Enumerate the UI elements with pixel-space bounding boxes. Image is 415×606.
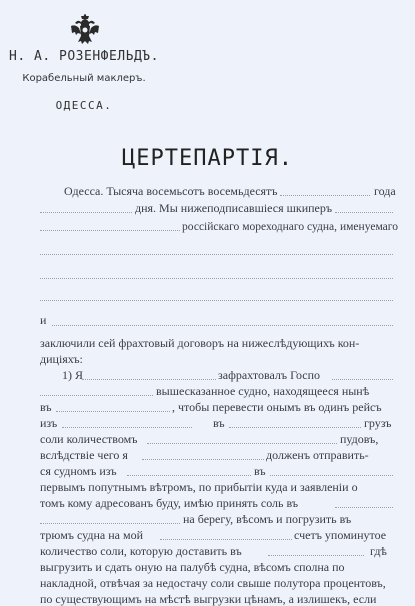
form-text: пудовъ,	[340, 432, 379, 446]
date-year-field[interactable]	[280, 195, 370, 196]
ship-name-field[interactable]	[40, 300, 393, 301]
form-text: по существующимъ на мѣстѣ выгрузки цѣнамъ, а излишекъ, если	[40, 592, 377, 606]
loading-place-field[interactable]	[40, 523, 180, 524]
form-text: дня. Мы нижеподписавшіеся шкиперъ	[135, 201, 333, 215]
form-text: и	[40, 313, 47, 327]
document-title: ЦЕРТЕПАРТІЯ.	[122, 146, 293, 171]
form-text: въ	[213, 416, 225, 430]
skipper-field[interactable]	[142, 459, 264, 460]
form-text: долженъ отправить-	[266, 448, 369, 462]
form-text: 1) Я	[62, 368, 83, 382]
form-text: въ	[254, 464, 266, 478]
port-field[interactable]	[56, 411, 170, 412]
form-text: ся судномъ изъ	[40, 464, 117, 478]
form-text: вышесказанное судно, находящееся нынѣ	[156, 384, 370, 398]
broker-role: Корабельный маклеръ.	[22, 73, 146, 84]
form-text: количество соли, которую доставить въ	[40, 544, 242, 558]
form-text: томъ кому адресованъ буду, имѣю принять соль въ	[40, 496, 299, 510]
destination-port-field[interactable]	[229, 427, 361, 428]
form-text: диціяхъ:	[40, 352, 83, 366]
form-text: выгрузить и сдать оную на палубѣ судна, вѣсомъ сполна по	[40, 560, 345, 574]
date-day-field[interactable]	[40, 212, 132, 213]
form-text: изъ	[40, 416, 58, 430]
form-text: трюмъ судна на мой	[40, 528, 144, 542]
ship-name-field[interactable]	[40, 278, 393, 279]
skipper-name-field[interactable]	[335, 212, 393, 213]
form-text: года	[374, 184, 396, 198]
form-text: Одесса. Тысяча восемьсотъ восемьдесятъ	[64, 184, 278, 198]
skipper-field[interactable]	[82, 379, 216, 380]
form-text: гдѣ	[370, 544, 387, 558]
loading-place-field[interactable]	[335, 507, 393, 508]
form-text: счетъ упоминутое	[294, 528, 387, 542]
arrival-port-field[interactable]	[270, 475, 393, 476]
form-text: заключили сей фрахтовый договоръ на нижеслѣдующихъ кон-	[40, 336, 360, 350]
charterer-name-field[interactable]	[52, 325, 393, 326]
city-name: ОДЕССА.	[55, 99, 113, 112]
broker-company-name: Н. А. РОЗЕНФЕЛЬДЪ.	[9, 49, 159, 64]
ship-name-field[interactable]	[40, 254, 393, 255]
quantity-field[interactable]	[147, 443, 337, 444]
form-text: грузъ	[364, 416, 392, 430]
departure-port-field[interactable]	[127, 475, 251, 476]
delivery-port-field[interactable]	[268, 555, 364, 556]
origin-port-field[interactable]	[62, 427, 192, 428]
skipper-name-field[interactable]	[40, 230, 180, 231]
form-text: зафрахтовалъ Госпо	[218, 368, 321, 382]
double-headed-eagle-icon	[70, 14, 100, 46]
form-text: , чтобы перевести онымъ въ одинъ рейсъ	[172, 400, 382, 414]
form-text: накладной, отвѣчая за недостачу соли свыше полутора процентовъ,	[40, 576, 386, 590]
form-text: на берегу, вѣсомъ и погрузить въ	[183, 512, 352, 526]
form-text: соли количествомъ	[40, 432, 138, 446]
charterer-field[interactable]	[40, 395, 153, 396]
form-text: первымъ попутнымъ вѣтромъ, по прибытіи куда и заявленіи о	[40, 480, 358, 494]
form-text: россійскаго мореходнаго судна, именуемаго	[182, 219, 398, 233]
form-text: въ	[40, 400, 52, 414]
charterer-field[interactable]	[332, 379, 393, 380]
account-field[interactable]	[160, 539, 292, 540]
form-text: вслѣдствіе чего я	[40, 448, 128, 462]
